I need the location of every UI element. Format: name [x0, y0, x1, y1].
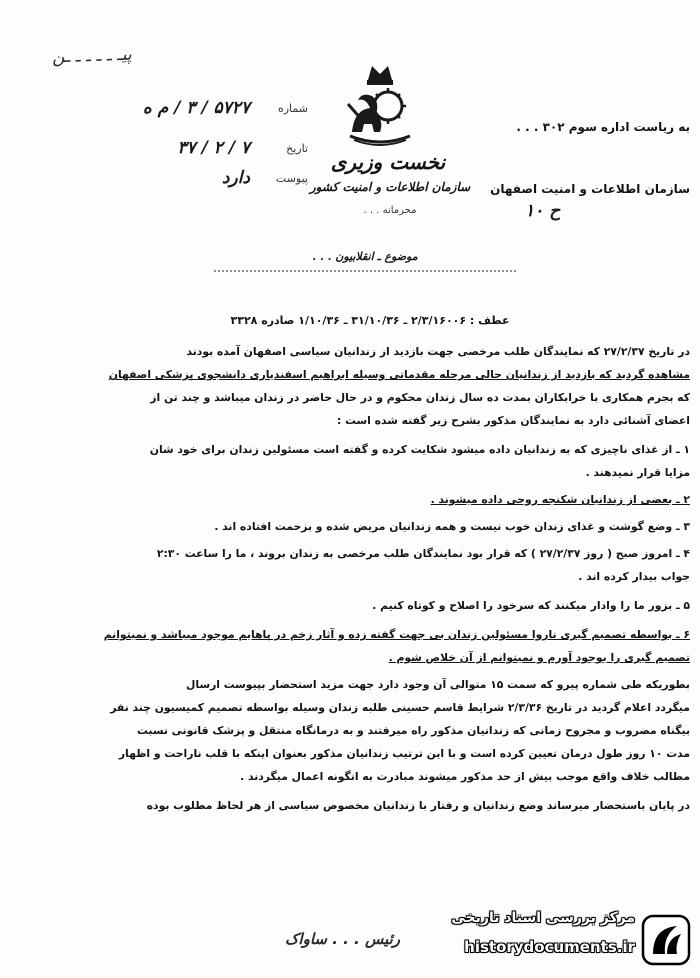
body-line: تصمیم گیری را بوجود آورم و نمیتوانم از آن خلاص شوم .: [388, 651, 690, 664]
subject-line: موضوع ـ انقلابیون . . .: [312, 250, 418, 263]
body-line: جواب بیدار کرده اند .: [578, 570, 690, 583]
body-line: ۵ ـ بزور ما را وادار میکنند که سرخود را اصلاح و کوتاه کنیم .: [372, 599, 690, 612]
archive-watermark: [410, 908, 695, 972]
letter-body: [14, 340, 690, 817]
sender-organization: سازمان اطلاعات و امنیت اصفهان: [490, 182, 690, 196]
number-label: شماره: [277, 102, 308, 115]
ministry-title: نخست وزیری: [330, 150, 446, 174]
archive-logo-icon: [641, 914, 691, 966]
footer-handwriting: رئیس . . . ساواک: [285, 930, 401, 948]
body-line: در تاریخ ۲۷/۲/۳۷ که نمایندگان طلب مرخصی جهت بازدید از زندانیان سیاسی اصفهان آمده بودند: [186, 345, 690, 358]
watermark-title: مرکز بررسی اسناد تاریخی: [451, 910, 635, 926]
organization-subtitle: محرمانه . . .: [363, 205, 417, 216]
lion-and-sun-emblem-icon: [340, 62, 420, 152]
handwritten-code: ۱۰ ح: [525, 201, 561, 221]
body-line: که بجرم همکاری با خرابکاران بمدت ده سال زندان محکوم و در حال حاضر در زندان میباشد و چند تن از: [150, 391, 690, 404]
body-line: ۱ ـ از غذای ناچیزی که به زندانیان داده میشود شکایت کرده و گفته است مسئولین زندان برای خود شان: [149, 443, 690, 456]
number-value: ۵۷۲۷ / ۳ / م ه: [142, 98, 250, 118]
date-value: ۷ / ۲ / ۳۷: [177, 138, 250, 158]
body-line: ۳ ـ وضع گوشت و غذای زندان خوب نیست و همه زندانیان مریض شده و بزحمت افتاده اند .: [214, 520, 690, 533]
number-row: [78, 98, 308, 128]
body-line: مدت ۱۰ روز طول درمان تعیین کرده است و با این ترتیب زندانیان مذکور بعنوان اینکه با قلب ناراحت و اظهار: [118, 747, 690, 760]
subject-underline: [212, 268, 518, 274]
body-line: بیگناه مضروب و مجروح زمانی که زندانیان مذکور راه میرفتند و به درمانگاه منتقل و پزشک قانونی نسبت: [137, 724, 690, 737]
body-line: مشاهده گردید که بازدید از زندانیان حالی مرحله مقدماتی وسیله ابراهیم اسفندیاری دانشجوی پزشکی اصفهان: [108, 368, 690, 381]
body-line: اعضای آشنائی دارد به نمایندگان مذکور بشرح زیر گفته شده است :: [337, 414, 690, 427]
body-line: مطالب خلاف واقع موجب بیش از حد مذکور میشوند مبادرت به انگونه اعمال میگردند .: [240, 770, 690, 783]
body-line: بطوریکه طی شماره پیرو که سمت ۱۵ متوالی آن وجود دارد جهت مزید استحضار بپیوست ارسال: [186, 678, 690, 691]
handwritten-note: پیـ ـ ـ ـ ـ ـن: [51, 44, 133, 68]
body-line: در پایان باستحضار میرساند وضع زندانیان و رفتار با زندانیان مخصوص سیاسی از هر لحاظ مطلوب بوده: [146, 799, 690, 812]
addressee-department: به ریاست اداره سوم ۳۰۲ . . .: [516, 120, 690, 134]
reference-line: عطف : ۲/۳/۱۶۰۰۶ ـ ۳۱/۱۰/۳۶ ـ ۱/۱۰/۳۶ صادره ۳۳۲۸: [230, 314, 510, 327]
body-line: ۲ ـ بعضی از زندانیان شکنجه روحی داده میشوند .: [430, 493, 690, 506]
date-label: تاریخ: [286, 142, 308, 155]
date-row: [78, 138, 308, 168]
body-line: مزایا قرار نمیدهند .: [585, 466, 690, 479]
body-line: ۴ ـ امروز صبح ( روز ۲۷/۲/۳۷ ) که قرار بود نمایندگان طلب مرخصی به زندان بروند ، ما را ساعت ۲:۳۰: [156, 547, 690, 560]
watermark-url: historydocuments.ir: [464, 938, 635, 956]
body-line: میگردد اعلام گردید در تاریخ ۲/۳/۳۶ شرایط قاسم حسینی طلبه زندان وسیله بواسطه تصمیم کمیسیون چند نفر: [110, 701, 690, 714]
organization-script-title: سازمان اطلاعات و امنیت کشور: [309, 180, 471, 194]
attachment-label: پیوست: [275, 172, 308, 185]
body-line: ۶ ـ بواسطه تصمیم گیری ناروا مسئولین زندان بی جهت گفته زده و آثار زخم در پاهایم موجود میباشد و نمیتوانم: [103, 628, 690, 641]
attachment-value: دارد: [221, 168, 250, 188]
